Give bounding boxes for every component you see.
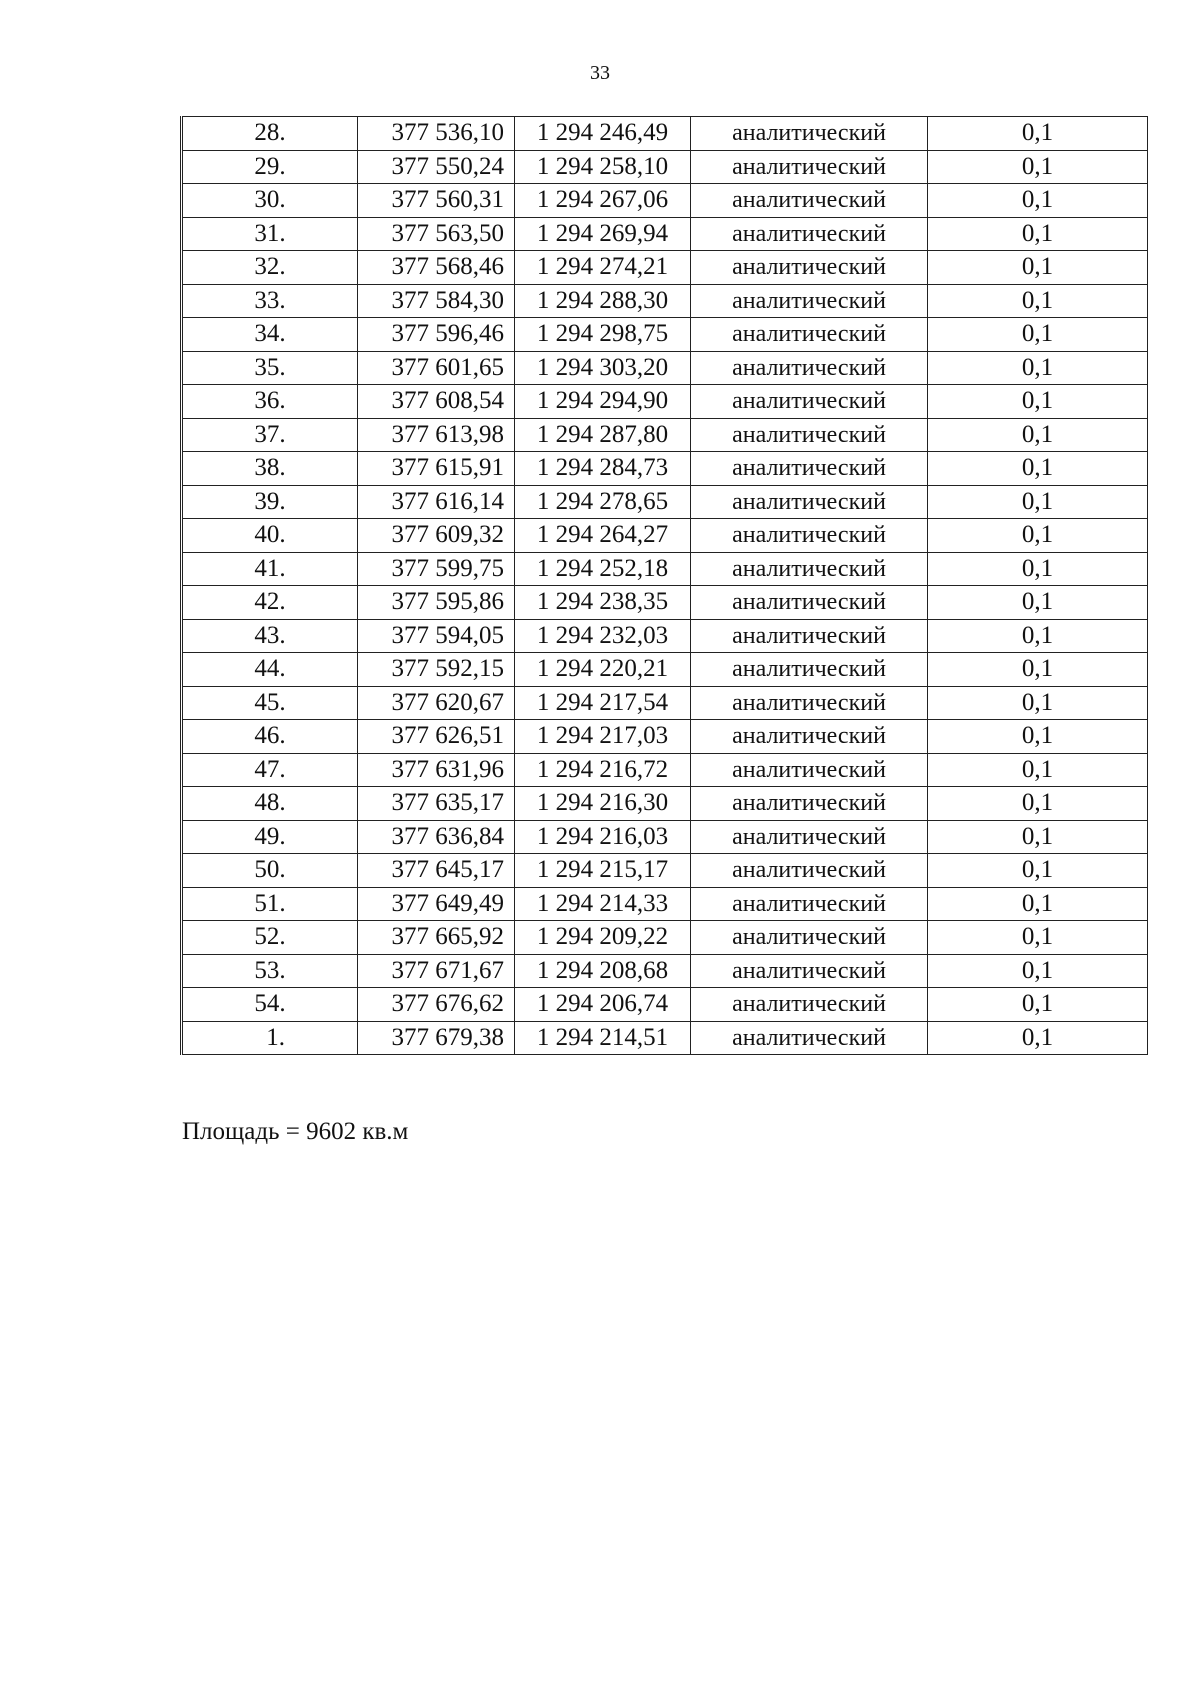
table-row	[182, 452, 1148, 486]
y-coordinate-cell: 1 294 217,54	[515, 686, 691, 720]
point-number-cell: 34.	[182, 318, 358, 352]
table-row	[182, 184, 1148, 218]
point-number-cell: 33.	[182, 284, 358, 318]
accuracy-cell: 0,1	[928, 150, 1148, 184]
accuracy-cell: 0,1	[928, 552, 1148, 586]
x-coordinate-cell: 377 613,98	[358, 418, 515, 452]
x-coordinate-cell: 377 584,30	[358, 284, 515, 318]
y-coordinate-cell: 1 294 238,35	[515, 586, 691, 620]
table-row	[182, 954, 1148, 988]
accuracy-cell: 0,1	[928, 485, 1148, 519]
accuracy-cell: 0,1	[928, 954, 1148, 988]
x-coordinate-cell: 377 615,91	[358, 452, 515, 486]
table-row	[182, 988, 1148, 1022]
method-cell: аналитический	[691, 485, 928, 519]
x-coordinate-cell: 377 563,50	[358, 217, 515, 251]
point-number-cell: 38.	[182, 452, 358, 486]
method-cell: аналитический	[691, 653, 928, 687]
area-note: Площадь = 9602 кв.м	[182, 1118, 409, 1145]
point-number-cell: 46.	[182, 720, 358, 754]
point-number-cell: 36.	[182, 385, 358, 419]
table-row	[182, 1021, 1148, 1055]
x-coordinate-cell: 377 550,24	[358, 150, 515, 184]
accuracy-cell: 0,1	[928, 519, 1148, 553]
x-coordinate-cell: 377 616,14	[358, 485, 515, 519]
point-number-cell: 49.	[182, 820, 358, 854]
y-coordinate-cell: 1 294 252,18	[515, 552, 691, 586]
accuracy-cell: 0,1	[928, 351, 1148, 385]
table-row	[182, 217, 1148, 251]
accuracy-cell: 0,1	[928, 284, 1148, 318]
x-coordinate-cell: 377 601,65	[358, 351, 515, 385]
method-cell: аналитический	[691, 418, 928, 452]
accuracy-cell: 0,1	[928, 452, 1148, 486]
method-cell: аналитический	[691, 284, 928, 318]
point-number-cell: 1.	[182, 1021, 358, 1055]
method-cell: аналитический	[691, 988, 928, 1022]
method-cell: аналитический	[691, 887, 928, 921]
accuracy-cell: 0,1	[928, 184, 1148, 218]
method-cell: аналитический	[691, 720, 928, 754]
point-number-cell: 44.	[182, 653, 358, 687]
y-coordinate-cell: 1 294 220,21	[515, 653, 691, 687]
accuracy-cell: 0,1	[928, 988, 1148, 1022]
table-row	[182, 117, 1148, 151]
table-row	[182, 418, 1148, 452]
method-cell: аналитический	[691, 854, 928, 888]
page-number: 33	[590, 62, 610, 84]
method-cell: аналитический	[691, 586, 928, 620]
x-coordinate-cell: 377 596,46	[358, 318, 515, 352]
table-row	[182, 318, 1148, 352]
table-row	[182, 820, 1148, 854]
method-cell: аналитический	[691, 385, 928, 419]
table-row	[182, 284, 1148, 318]
y-coordinate-cell: 1 294 284,73	[515, 452, 691, 486]
table-row	[182, 552, 1148, 586]
x-coordinate-cell: 377 560,31	[358, 184, 515, 218]
method-cell: аналитический	[691, 552, 928, 586]
point-number-cell: 41.	[182, 552, 358, 586]
y-coordinate-cell: 1 294 294,90	[515, 385, 691, 419]
x-coordinate-cell: 377 635,17	[358, 787, 515, 821]
x-coordinate-cell: 377 649,49	[358, 887, 515, 921]
point-number-cell: 40.	[182, 519, 358, 553]
y-coordinate-cell: 1 294 215,17	[515, 854, 691, 888]
y-coordinate-cell: 1 294 274,21	[515, 251, 691, 285]
table-row	[182, 351, 1148, 385]
y-coordinate-cell: 1 294 258,10	[515, 150, 691, 184]
point-number-cell: 37.	[182, 418, 358, 452]
method-cell: аналитический	[691, 117, 928, 151]
x-coordinate-cell: 377 608,54	[358, 385, 515, 419]
method-cell: аналитический	[691, 954, 928, 988]
method-cell: аналитический	[691, 318, 928, 352]
y-coordinate-cell: 1 294 267,06	[515, 184, 691, 218]
y-coordinate-cell: 1 294 216,30	[515, 787, 691, 821]
point-number-cell: 52.	[182, 921, 358, 955]
accuracy-cell: 0,1	[928, 318, 1148, 352]
point-number-cell: 42.	[182, 586, 358, 620]
accuracy-cell: 0,1	[928, 586, 1148, 620]
accuracy-cell: 0,1	[928, 820, 1148, 854]
x-coordinate-cell: 377 665,92	[358, 921, 515, 955]
method-cell: аналитический	[691, 619, 928, 653]
table-row	[182, 921, 1148, 955]
x-coordinate-cell: 377 645,17	[358, 854, 515, 888]
x-coordinate-cell: 377 595,86	[358, 586, 515, 620]
table-row	[182, 385, 1148, 419]
table-row	[182, 519, 1148, 553]
accuracy-cell: 0,1	[928, 653, 1148, 687]
y-coordinate-cell: 1 294 246,49	[515, 117, 691, 151]
method-cell: аналитический	[691, 351, 928, 385]
method-cell: аналитический	[691, 519, 928, 553]
x-coordinate-cell: 377 636,84	[358, 820, 515, 854]
method-cell: аналитический	[691, 251, 928, 285]
method-cell: аналитический	[691, 921, 928, 955]
method-cell: аналитический	[691, 452, 928, 486]
point-number-cell: 54.	[182, 988, 358, 1022]
point-number-cell: 47.	[182, 753, 358, 787]
point-number-cell: 35.	[182, 351, 358, 385]
accuracy-cell: 0,1	[928, 251, 1148, 285]
y-coordinate-cell: 1 294 217,03	[515, 720, 691, 754]
point-number-cell: 28.	[182, 117, 358, 151]
point-number-cell: 31.	[182, 217, 358, 251]
accuracy-cell: 0,1	[928, 217, 1148, 251]
accuracy-cell: 0,1	[928, 921, 1148, 955]
y-coordinate-cell: 1 294 214,51	[515, 1021, 691, 1055]
accuracy-cell: 0,1	[928, 1021, 1148, 1055]
x-coordinate-cell: 377 599,75	[358, 552, 515, 586]
accuracy-cell: 0,1	[928, 787, 1148, 821]
table-row	[182, 753, 1148, 787]
x-coordinate-cell: 377 594,05	[358, 619, 515, 653]
y-coordinate-cell: 1 294 216,72	[515, 753, 691, 787]
y-coordinate-cell: 1 294 209,22	[515, 921, 691, 955]
table-row	[182, 720, 1148, 754]
method-cell: аналитический	[691, 217, 928, 251]
table-row	[182, 251, 1148, 285]
method-cell: аналитический	[691, 1021, 928, 1055]
accuracy-cell: 0,1	[928, 887, 1148, 921]
y-coordinate-cell: 1 294 269,94	[515, 217, 691, 251]
method-cell: аналитический	[691, 787, 928, 821]
x-coordinate-cell: 377 568,46	[358, 251, 515, 285]
accuracy-cell: 0,1	[928, 619, 1148, 653]
table-row	[182, 653, 1148, 687]
table-row	[182, 485, 1148, 519]
x-coordinate-cell: 377 626,51	[358, 720, 515, 754]
point-number-cell: 39.	[182, 485, 358, 519]
y-coordinate-cell: 1 294 214,33	[515, 887, 691, 921]
x-coordinate-cell: 377 609,32	[358, 519, 515, 553]
x-coordinate-cell: 377 631,96	[358, 753, 515, 787]
y-coordinate-cell: 1 294 298,75	[515, 318, 691, 352]
table-row	[182, 887, 1148, 921]
x-coordinate-cell: 377 620,67	[358, 686, 515, 720]
x-coordinate-cell: 377 536,10	[358, 117, 515, 151]
point-number-cell: 43.	[182, 619, 358, 653]
point-number-cell: 50.	[182, 854, 358, 888]
y-coordinate-cell: 1 294 208,68	[515, 954, 691, 988]
accuracy-cell: 0,1	[928, 117, 1148, 151]
y-coordinate-cell: 1 294 216,03	[515, 820, 691, 854]
method-cell: аналитический	[691, 753, 928, 787]
coordinates-table-body	[182, 117, 1148, 1055]
accuracy-cell: 0,1	[928, 720, 1148, 754]
y-coordinate-cell: 1 294 287,80	[515, 418, 691, 452]
x-coordinate-cell: 377 679,38	[358, 1021, 515, 1055]
point-number-cell: 30.	[182, 184, 358, 218]
y-coordinate-cell: 1 294 264,27	[515, 519, 691, 553]
point-number-cell: 53.	[182, 954, 358, 988]
table-row	[182, 150, 1148, 184]
point-number-cell: 32.	[182, 251, 358, 285]
table-row	[182, 619, 1148, 653]
coordinates-table	[180, 116, 1148, 1055]
table-row	[182, 787, 1148, 821]
point-number-cell: 51.	[182, 887, 358, 921]
x-coordinate-cell: 377 671,67	[358, 954, 515, 988]
point-number-cell: 48.	[182, 787, 358, 821]
accuracy-cell: 0,1	[928, 686, 1148, 720]
table-row	[182, 686, 1148, 720]
y-coordinate-cell: 1 294 288,30	[515, 284, 691, 318]
accuracy-cell: 0,1	[928, 385, 1148, 419]
method-cell: аналитический	[691, 820, 928, 854]
accuracy-cell: 0,1	[928, 854, 1148, 888]
x-coordinate-cell: 377 592,15	[358, 653, 515, 687]
y-coordinate-cell: 1 294 303,20	[515, 351, 691, 385]
y-coordinate-cell: 1 294 278,65	[515, 485, 691, 519]
y-coordinate-cell: 1 294 206,74	[515, 988, 691, 1022]
y-coordinate-cell: 1 294 232,03	[515, 619, 691, 653]
x-coordinate-cell: 377 676,62	[358, 988, 515, 1022]
accuracy-cell: 0,1	[928, 753, 1148, 787]
method-cell: аналитический	[691, 686, 928, 720]
table-row	[182, 854, 1148, 888]
method-cell: аналитический	[691, 150, 928, 184]
method-cell: аналитический	[691, 184, 928, 218]
point-number-cell: 45.	[182, 686, 358, 720]
table-row	[182, 586, 1148, 620]
accuracy-cell: 0,1	[928, 418, 1148, 452]
point-number-cell: 29.	[182, 150, 358, 184]
